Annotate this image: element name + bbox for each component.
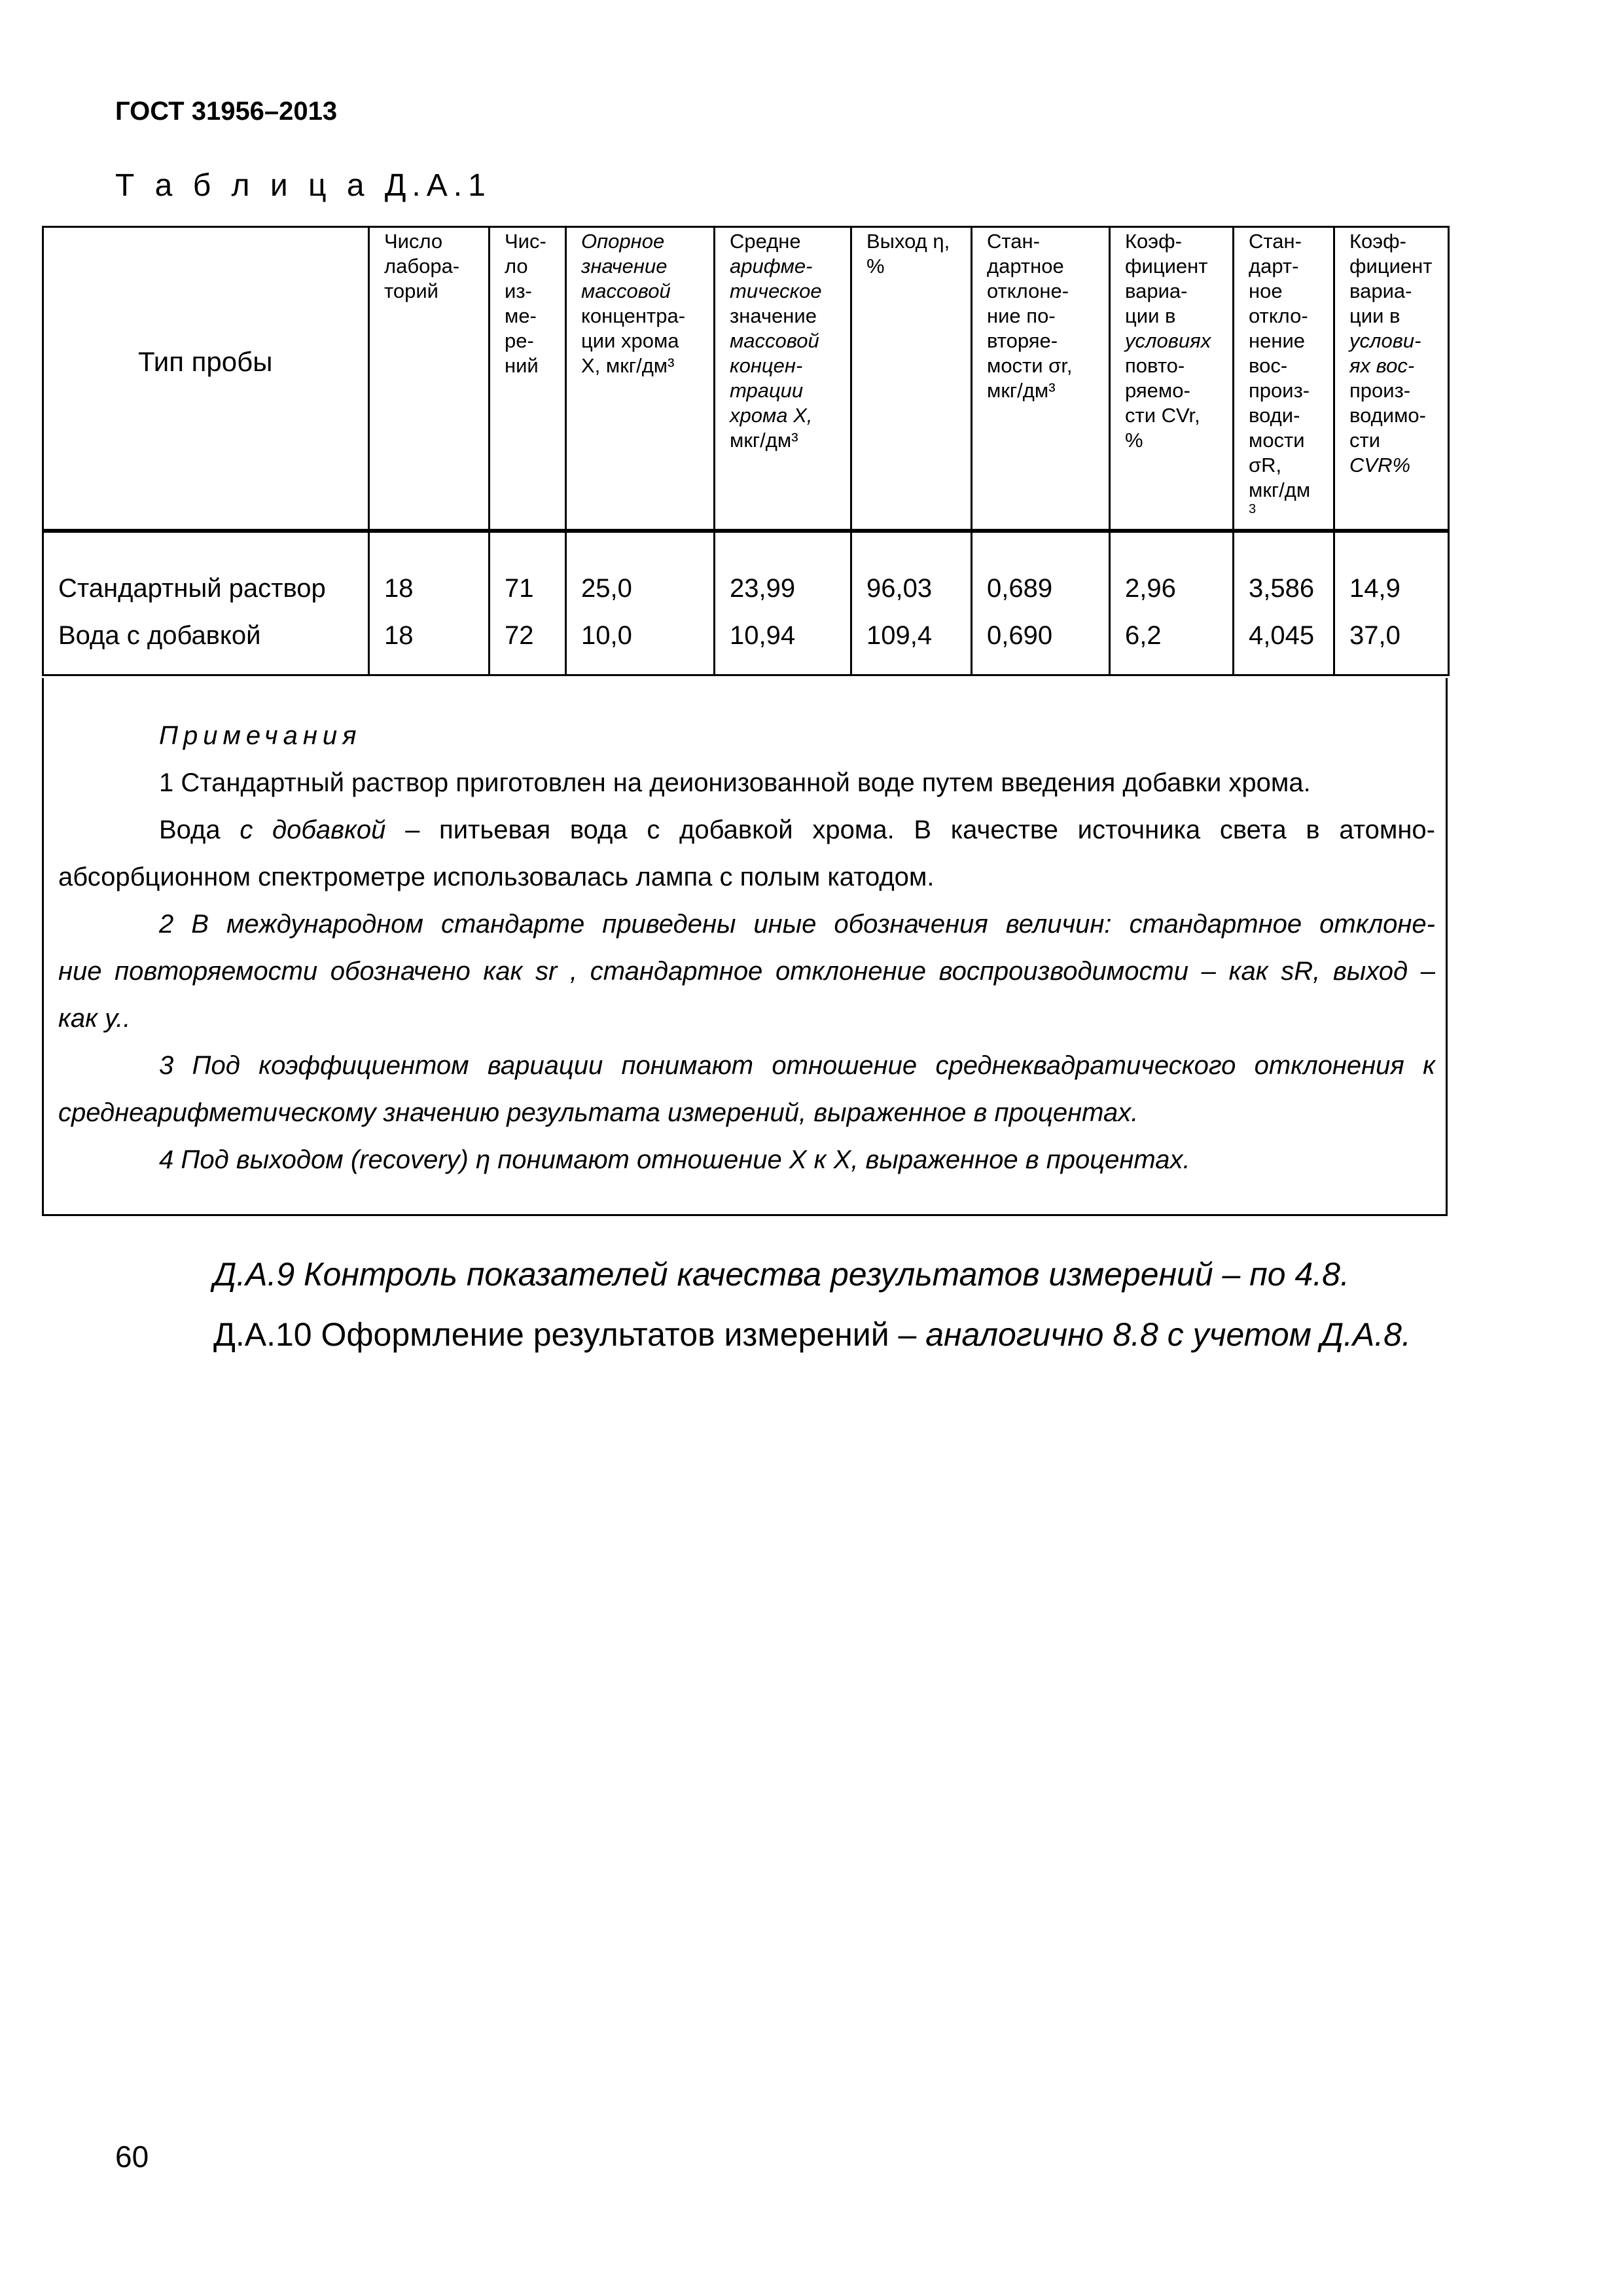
cell-labs: 18	[369, 531, 490, 613]
note-2: 2 В международном стандарте приведены иные обозначения величин: стандартное отклоне-	[159, 910, 1435, 939]
cell-labs: 18	[369, 613, 490, 675]
note-2-cont: ние повторяемости обозначено как sr , стандартное отклонение воспроизводимости – как sR, выход –	[58, 957, 1435, 986]
col-header-measurements: Чис- ло из- ме- ре- ний	[490, 227, 566, 531]
cell-meas: 72	[490, 613, 566, 675]
cell-sr: 0,690	[972, 613, 1110, 675]
note-1: 1 Стандартный раствор приготовлен на деионизованной воде путем введения добавки хрома.	[159, 768, 1311, 797]
col-header-mean: Средне арифме- тическое значение массовой концен- трации хрома X, мкг/дм³	[715, 227, 851, 531]
cell-yield: 109,4	[851, 613, 972, 675]
cell-yield: 96,03	[851, 531, 972, 613]
cell-mean: 23,99	[715, 531, 851, 613]
standard-header: ГОСТ 31956–2013	[115, 97, 338, 126]
table-row	[43, 531, 1449, 613]
cell-sr: 0,689	[972, 531, 1110, 613]
cell-sR: 4,045	[1234, 613, 1334, 675]
col-header-sr: Стан- дартное отклоне- ние по- вторяе- мости σr, мкг/дм³	[972, 227, 1110, 531]
col-header-labs: Число лабора- торий	[369, 227, 490, 531]
paragraph-d-a-10: Д.А.10 Оформление результатов измерений – аналогично 8.8 с учетом Д.А.8.	[213, 1316, 1411, 1353]
page-number: 60	[115, 2140, 149, 2174]
cell-type: Вода с добавкой	[43, 613, 369, 675]
col-header-reference: Опорное значение массовой концентра- ции хрома X, мкг/дм³	[566, 227, 715, 531]
table-row	[43, 613, 1449, 675]
note-2-end: как y..	[58, 1004, 131, 1033]
results-table	[42, 226, 1450, 676]
table-title: Т а б л и ц а Д.А.1	[115, 168, 491, 203]
note-4: 4 Под выходом (recovery) η понимают отношение X к X, выраженное в процентах.	[159, 1145, 1190, 1174]
col-header-cvR: Коэф- фициент вариа- ции в услови- ях вос- произ- водимо- сти CVR%	[1334, 227, 1449, 531]
notes-box	[42, 678, 1448, 1216]
cell-ref: 25,0	[566, 531, 715, 613]
cell-meas: 71	[490, 531, 566, 613]
cell-mean: 10,94	[715, 613, 851, 675]
cell-cvR: 37,0	[1334, 613, 1449, 675]
col-header-type: Тип пробы	[43, 227, 369, 531]
col-header-yield: Выход η, %	[851, 227, 972, 531]
cell-cvR: 14,9	[1334, 531, 1449, 613]
col-header-cvr: Коэф- фициент вариа- ции в условиях повто- ряемо- сти CVr, %	[1110, 227, 1234, 531]
col-header-sR: Стан- дарт- ное откло- нение вос- произ- води- мости σR, мкг/дм 3	[1234, 227, 1334, 531]
cell-cvr: 2,96	[1110, 531, 1234, 613]
note-3: 3 Под коэффициентом вариации понимают отношение среднеквадратического отклонения к	[159, 1051, 1435, 1080]
note-1-cont: абсорбционном спектрометре использовалась лампа с полым катодом.	[58, 863, 935, 891]
note-3-cont: среднеарифметическому значению результата измерений, выраженное в процентах.	[58, 1098, 1139, 1127]
cell-ref: 10,0	[566, 613, 715, 675]
note-1-water: Вода с добавкой – питьевая вода с добавкой хрома. В качестве источника света в атомно-	[159, 816, 1435, 844]
cell-cvr: 6,2	[1110, 613, 1234, 675]
cell-type: Стандартный раствор	[43, 531, 369, 613]
cell-sR: 3,586	[1234, 531, 1334, 613]
paragraph-d-a-9: Д.А.9 Контроль показателей качества результатов измерений – по 4.8.	[213, 1256, 1349, 1293]
notes-title: Примечания	[159, 721, 362, 750]
